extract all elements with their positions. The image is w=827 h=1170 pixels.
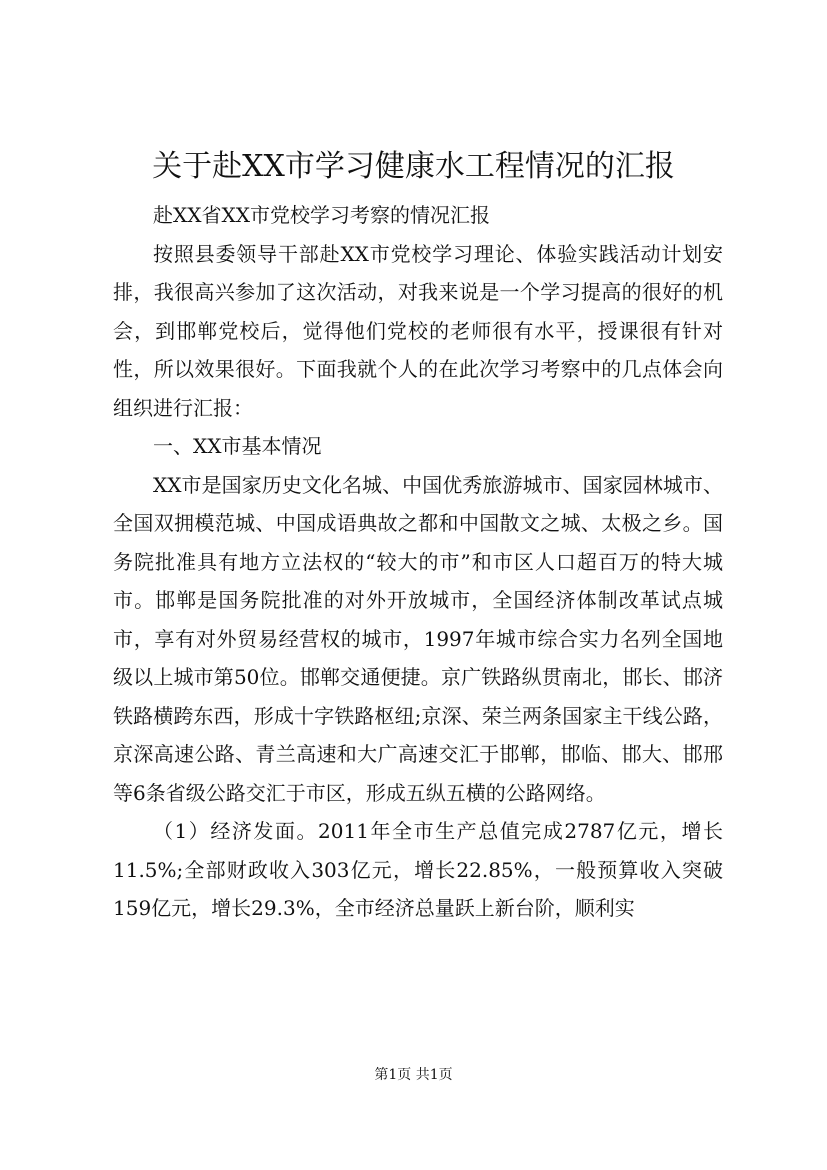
page-footer: 第1页 共1页 xyxy=(374,1067,453,1083)
paragraph-economy: （1）经济发面。2011年全市生产总值完成2787亿元，增长11.5%;全部财政收入303亿元，增长22.85%，一般预算收入突破159亿元，增长29.3%，全市经济总量跃上新台阶，顺利实 xyxy=(113,819,723,920)
paragraph-city-overview: XX市是国家历史文化名城、中国优秀旅游城市、国家园林城市、全国双拥模范城、中国成语典故之都和中国散文之城、太极之乡。国务院批准具有地方立法权的“较大的市”和市区人口超百万的特大城市。邯郸是国务院批准的对外开放城市，全国经济体制改革试点城市，享有对外贸易经营权的城市，1997年城市综合实力名列全国地级以上城市第50位。邯郸交通便捷。京广铁路纵贯南北，邯长、邯济铁路横跨东西，形成十字铁路枢纽;京深、荣兰两条国家主干线公路，京深高速公路、青兰高速和大广高速交汇于邯郸，邯临、邯大、邯邢等6条省级公路交汇于市区，形成五纵五横的公路网络。 xyxy=(113,472,723,805)
document-body xyxy=(113,196,723,928)
paragraph-subtitle: 赴XX省XX市党校学习考察的情况汇报 xyxy=(153,203,490,227)
paragraph-intro: 按照县委领导干部赴XX市党校学习理论、体验实践活动计划安排，我很高兴参加了这次活动，对我来说是一个学习提高的很好的机会，到邯郸党校后，觉得他们党校的老师很有水平，授课很有针对性，所以效果很好。下面我就个人的在此次学习考察中的几点体会向组织进行汇报： xyxy=(113,241,723,420)
document-title: 关于赴XX市学习健康水工程情况的汇报 xyxy=(152,149,675,184)
section-heading: 一、XX市基本情况 xyxy=(153,434,322,458)
